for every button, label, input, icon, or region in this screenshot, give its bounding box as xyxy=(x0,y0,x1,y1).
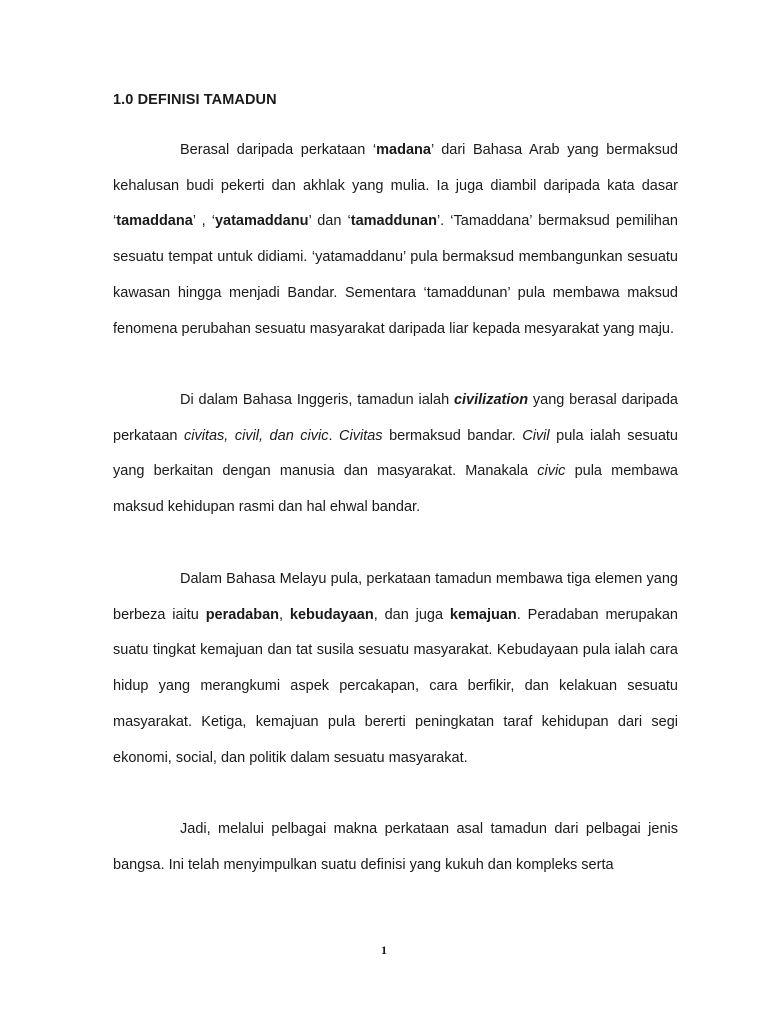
text-run: , dan juga xyxy=(373,606,450,623)
italic-term: Civitas xyxy=(339,427,383,444)
paragraph-3 xyxy=(113,562,678,776)
text-run: ’ , ‘ xyxy=(192,213,215,230)
text-run: yang berasal daripada perkataan xyxy=(113,392,678,444)
bold-term: kemajuan xyxy=(449,606,517,623)
bold-term: tamaddana xyxy=(116,213,193,230)
text-run: ’. ‘Tamaddana’ bermaksud pemilihan sesuatu tempat untuk didiami. ‘yatamaddanu’ pula bermaksud membangunkan sesuatu kawasan hingga menjadi Bandar. Sementara ‘tamaddunan’ pula membawa maksud fenomena perubahan sesuatu masyarakat daripada liar kepada mesyarakat yang maju. xyxy=(113,213,678,337)
text-run: , xyxy=(279,606,290,623)
text-run: . Peradaban merupakan suatu tingkat kemajuan dan tat susila sesuatu masyarakat. Kebudayaan pula ialah cara hidup yang merangkumi aspek percakapan, cara berfikir, dan kelakuan sesuatu masyarakat. Ketiga, kemajuan pula bererti peningkatan taraf kehidupan dari segi ekonomi, social, dan politik dalam sesuatu masyarakat. xyxy=(113,606,678,766)
paragraph-1 xyxy=(113,133,678,347)
bold-term: madana xyxy=(376,142,431,158)
text-run: ’ dari Bahasa Arab yang bermaksud kehalusan budi pekerti dan akhlak yang mulia. Ia juga diambil daripada kata dasar ‘ xyxy=(113,142,678,230)
bold-italic-term: civilization xyxy=(453,392,529,408)
text-run: Berasal daripada perkataan ‘ xyxy=(180,142,377,158)
paragraph-2 xyxy=(113,383,678,526)
text-run: ’ dan ‘ xyxy=(308,213,351,230)
text-run: bermaksud bandar. xyxy=(382,427,523,444)
text-run: Jadi, melalui pelbagai makna perkataan asal tamadun dari pelbagai jenis bangsa. Ini telah menyimpulkan suatu definisi yang kukuh dan kompleks serta xyxy=(113,821,678,873)
text-run: pula ialah sesuatu yang berkaitan dengan manusia dan masyarakat. Manakala xyxy=(113,427,679,480)
italic-term: civitas, civil, dan civic xyxy=(184,427,329,444)
bold-term: tamaddunan xyxy=(350,213,437,230)
bold-term: yatamaddanu xyxy=(214,213,309,230)
page-number: 1 xyxy=(381,943,387,957)
section-heading: 1.0 DEFINISI TAMADUN xyxy=(113,92,277,108)
bold-term: kebudayaan xyxy=(289,606,374,623)
text-run: pula membawa maksud kehidupan rasmi dan hal ehwal bandar. xyxy=(113,463,678,516)
bold-term: peradaban xyxy=(205,606,280,623)
italic-term: civic xyxy=(537,463,566,480)
text-run: Di dalam Bahasa Inggeris, tamadun ialah xyxy=(180,392,454,408)
italic-term: Civil xyxy=(522,427,550,444)
text-run: Dalam Bahasa Melayu pula, perkataan tamadun membawa tiga elemen yang berbeza iaitu xyxy=(113,571,678,623)
text-run: . xyxy=(328,427,340,444)
paragraph-4 xyxy=(113,812,678,883)
